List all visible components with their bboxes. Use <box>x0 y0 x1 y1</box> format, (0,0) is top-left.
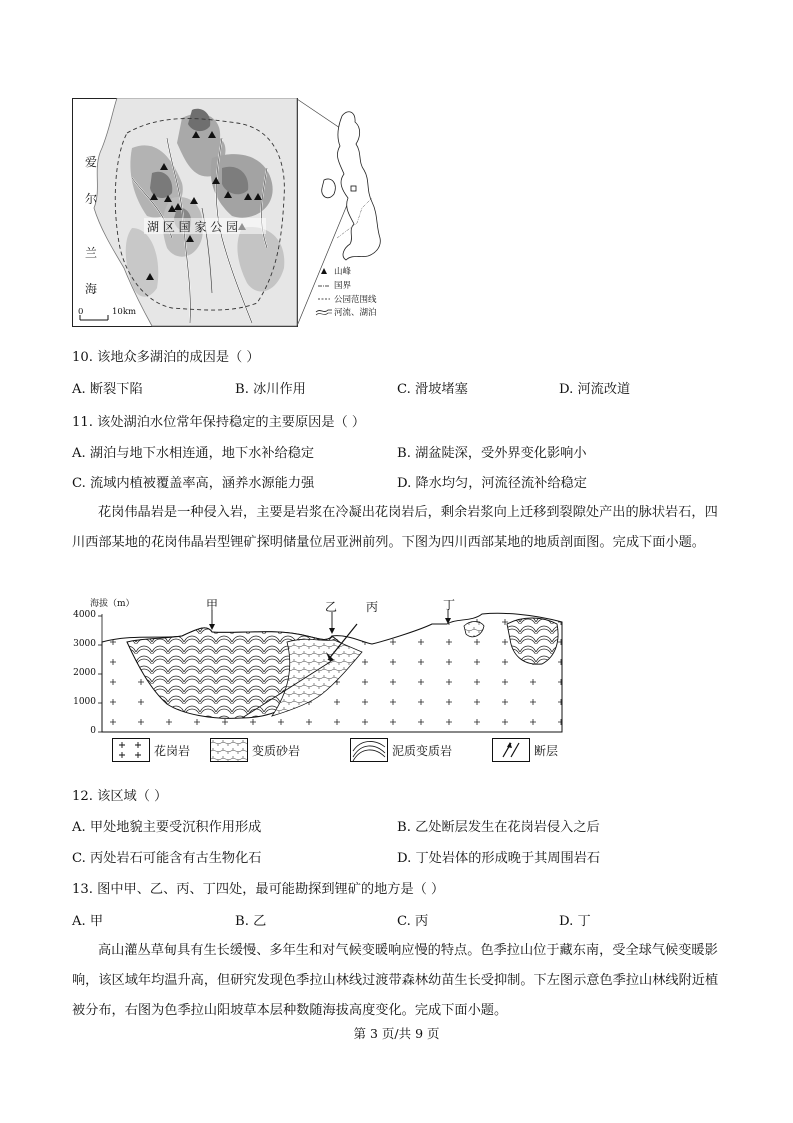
ytick-3000: 3000 <box>73 639 96 649</box>
passage-pegmatite-text: 花岗伟晶岩是一种侵入岩，主要是岩浆在冷凝出花岗岩后，剩余岩浆向上迁移到裂隙处产出的脉状岩石，四川西部某地的花岗伟晶岩型锂矿探明储量位居亚洲前列。下图为四川西部某地的地质剖面图。完成下面小题。 <box>72 505 718 550</box>
sea-label-4: 海 <box>85 282 98 296</box>
q12-option-d[interactable]: D. 丁处岩体的形成晚于其周围岩石 <box>397 851 601 866</box>
q11-option-a[interactable]: A. 湖泊与地下水相连通，地下水补给稳定 <box>72 446 315 461</box>
ytick-4000: 4000 <box>73 610 96 620</box>
legend-river-icon <box>316 310 332 312</box>
q13-option-a[interactable]: A. 甲 <box>72 914 104 929</box>
legend-fault-swatch <box>492 738 530 762</box>
lake-district-map <box>72 98 404 328</box>
scale-distance: 10km <box>112 307 137 317</box>
q13-stem: 13. 图中甲、乙、丙、丁四处，最可能勘探到锂矿的地方是（ ） <box>72 882 445 897</box>
passage-alpine-shrub-text: 高山灌丛草甸具有生长缓慢、多年生和对气候变暖响应慢的特点。色季拉山位于藏东南，受全球气候变暖影响，该区域年均温升高，但研究发现色季拉山林线过渡带森林幼苗生长受抑制。下左图示意色季拉山林线附近植被分布，右图为色季拉山阳坡草本层种数随海拔高度变化。完成下面小题。 <box>72 943 719 1018</box>
q12-option-b[interactable]: B. 乙处断层发生在花岗岩侵入之后 <box>397 820 600 835</box>
passage-pegmatite <box>72 498 724 558</box>
legend-river-label: 河流、湖泊 <box>334 308 377 318</box>
q11-option-b[interactable]: B. 湖盆陡深，受外界变化影响小 <box>397 446 587 461</box>
legend-pelitic-label: 泥质变质岩 <box>392 744 453 758</box>
sea-label-1: 爱 <box>85 155 98 169</box>
legend-peak-icon <box>321 268 327 274</box>
passage-alpine-shrub <box>72 936 724 1026</box>
q12-option-a[interactable]: A. 甲处地貌主要受沉积作用形成 <box>72 820 262 835</box>
marker-jia: 甲 <box>206 598 219 612</box>
q10-option-b[interactable]: B. 冰川作用 <box>235 382 306 397</box>
marker-bing: 丙 <box>366 600 379 614</box>
q13-option-c[interactable]: C. 丙 <box>397 914 429 929</box>
ytick-0: 0 <box>90 726 96 736</box>
uk-inset <box>297 99 380 326</box>
q13-option-d[interactable]: D. 丁 <box>559 914 591 929</box>
legend-metasandstone-swatch <box>210 738 248 762</box>
q10-stem: 10. 该地众多湖泊的成因是（ ） <box>72 350 260 365</box>
sea-label-2: 尔 <box>85 192 98 206</box>
legend-metasandstone-label: 变质砂岩 <box>252 744 301 758</box>
legend-boundary-label: 国界 <box>334 281 352 291</box>
q11-option-c[interactable]: C. 流域内植被覆盖率高，涵养水源能力强 <box>72 476 315 491</box>
page-footer: 第 3 页/共 9 页 <box>353 1026 440 1041</box>
legend-granite-label: 花岗岩 <box>154 744 191 758</box>
legend-pelitic-swatch <box>350 738 388 762</box>
legend-peak-label: 山峰 <box>334 267 352 277</box>
marker-yi: 乙 <box>325 600 338 614</box>
q10-option-c[interactable]: C. 滑坡堵塞 <box>397 382 468 397</box>
geologic-profile <box>72 594 572 772</box>
q10-option-a[interactable]: A. 断裂下陷 <box>72 382 143 397</box>
sea-label-3: 兰 <box>85 246 98 260</box>
q10-option-d[interactable]: D. 河流改道 <box>559 382 631 397</box>
legend-fault-label: 断层 <box>534 744 559 758</box>
scale-zero: 0 <box>78 307 84 317</box>
q11-stem: 11. 该处湖泊水位常年保持稳定的主要原因是（ ） <box>72 415 366 430</box>
q13-option-b[interactable]: B. 乙 <box>235 914 267 929</box>
profile-ylabel: 海拔（m） <box>90 599 135 609</box>
ytick-2000: 2000 <box>73 668 96 678</box>
marker-ding: 丁 <box>443 598 456 612</box>
park-label: 湖 区 国 家 公 园 <box>147 220 239 234</box>
q12-option-c[interactable]: C. 丙处岩石可能含有古生物化石 <box>72 851 262 866</box>
legend-park-label: 公园范围线 <box>334 295 377 305</box>
legend-granite-swatch <box>112 738 150 762</box>
ytick-1000: 1000 <box>73 697 96 707</box>
q11-option-d[interactable]: D. 降水均匀，河流径流补给稳定 <box>397 476 587 491</box>
q12-stem: 12. 该区域（ ） <box>72 789 168 804</box>
